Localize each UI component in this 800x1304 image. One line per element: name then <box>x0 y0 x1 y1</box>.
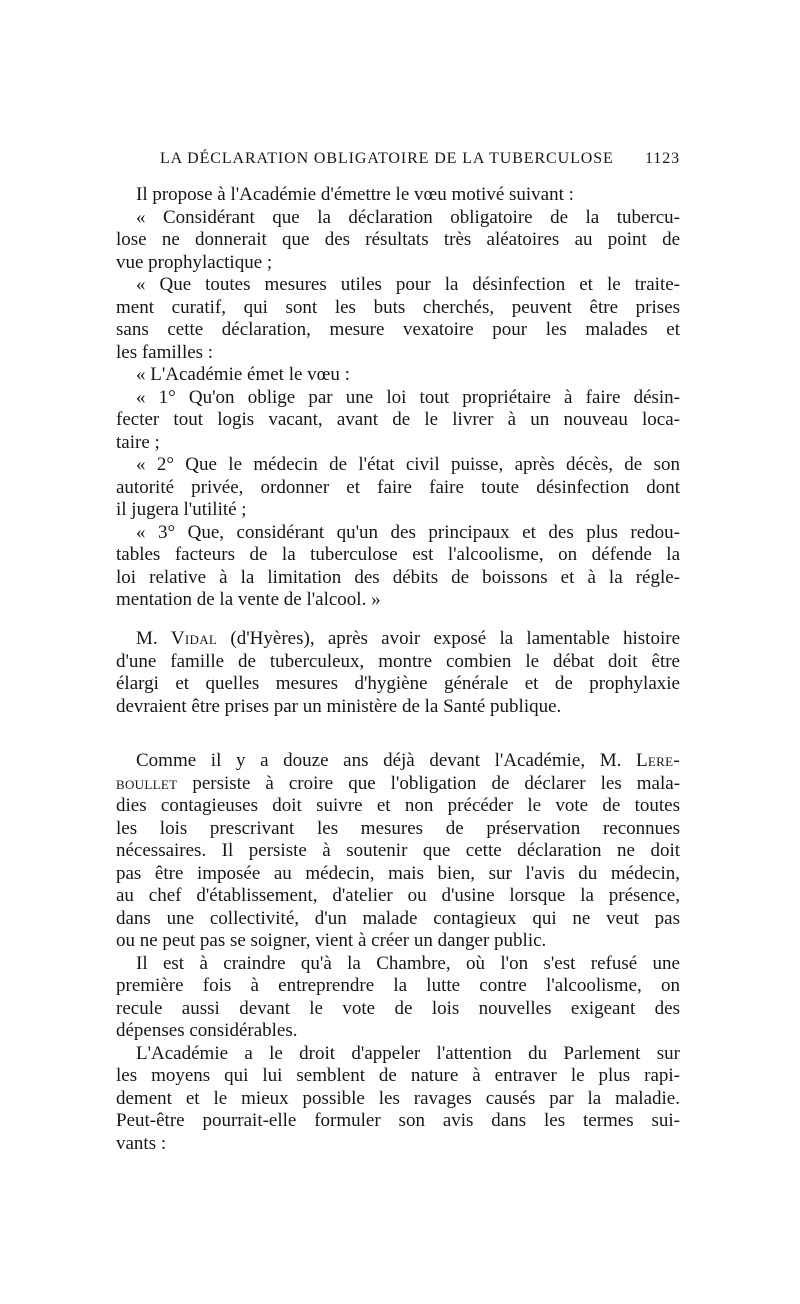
text-line: L'Académie a le droit d'appeler l'attention du Parlement sur <box>136 1042 680 1064</box>
text-line: lose ne donnerait que des résultats très aléatoires au point de <box>116 229 680 250</box>
text-line: « L'Académie émet le vœu : <box>136 364 350 385</box>
author-name-lereboullet: Lere- <box>636 750 680 771</box>
text-line: Comme il y a douze ans déjà devant l'Académie, M. Lere- <box>136 750 680 771</box>
text-line: d'une famille de tuberculeux, montre combien le débat doit être <box>116 650 680 672</box>
page-number: 1123 <box>644 150 680 167</box>
text-line: ment curatif, qui sont les buts cherchés, peuvent être prises <box>116 296 680 318</box>
text-line: ou ne peut pas se soigner, vient à créer un danger public. <box>116 930 547 951</box>
text-line: élargi et quelles mesures d'hygiène générale et de prophylaxie <box>116 673 680 694</box>
text-line: tables facteurs de la tuberculose est l'alcoolisme, on défende la <box>116 544 680 565</box>
text-line: les moyens qui lui semblent de nature à entraver le plus rapi- <box>116 1065 680 1086</box>
text-line: dies contagieuses doit suivre et non précéder le vote de toutes <box>116 795 680 816</box>
text-line: sans cette déclaration, mesure vexatoire pour les malades et <box>116 319 680 340</box>
text-line: Il est à craindre qu'à la Chambre, où l'on s'est refusé une <box>136 952 680 974</box>
lereboullet-paragraphs <box>116 750 680 1155</box>
text-line: « 1° Qu'on oblige par une loi tout propriétaire à faire désin- <box>136 386 680 408</box>
text-line: loi relative à la limitation des débits de boissons et à la régle- <box>116 566 680 588</box>
text-line: M. Vidal (d'Hyères), après avoir exposé la lamentable histoire <box>136 628 680 649</box>
text-line: taire ; <box>116 431 160 453</box>
text-line: vue prophylactique ; <box>116 251 273 273</box>
text-line: il jugera l'utilité ; <box>116 499 247 520</box>
running-head <box>160 150 680 168</box>
text-line: dement et le mieux possible les ravages causés par la maladie. <box>116 1087 680 1109</box>
running-title: LA DÉCLARATION OBLIGATOIRE DE LA TUBERCULOSE <box>160 150 614 167</box>
text-line: dans une collectivité, d'un malade contagieux qui ne veut pas <box>116 907 680 929</box>
text-line: au chef d'établissement, d'atelier ou d'usine lorsque la présence, <box>116 885 680 906</box>
text-line: autorité privée, ordonner et faire faire toute désinfection dont <box>116 476 680 498</box>
text-line: nécessaires. Il persiste à soutenir que cette déclaration ne doit <box>116 840 680 861</box>
text-line: vants : <box>116 1132 167 1154</box>
text-line: recule aussi devant le vote de lois nouvelles exigeant des <box>116 997 680 1019</box>
text-line: les lois prescrivant les mesures de préservation reconnues <box>116 817 680 839</box>
text-line: fecter tout logis vacant, avant de le livrer à un nouveau loca- <box>116 409 680 430</box>
vidal-paragraph <box>116 628 680 718</box>
text-line: boullet persiste à croire que l'obligation de déclarer les mala- <box>116 772 680 794</box>
text-line: « Considérant que la déclaration obligatoire de la tubercu- <box>136 206 680 228</box>
author-name-lereboullet-cont: boullet <box>116 772 178 794</box>
text-line: dépenses considérables. <box>116 1020 298 1041</box>
text-line: première fois à entreprendre la lutte contre l'alcoolisme, on <box>116 975 680 996</box>
text-line: Il propose à l'Académie d'émettre le vœu motivé suivant : <box>136 184 574 205</box>
text-line: devraient être prises par un ministère de la Santé publique. <box>116 695 562 717</box>
text-line: « 2° Que le médecin de l'état civil puisse, après décès, de son <box>136 454 680 475</box>
text-line: Peut-être pourrait-elle formuler son avis dans les termes sui- <box>116 1110 680 1131</box>
text-line: « 3° Que, considérant qu'un des principaux et des plus redou- <box>136 521 680 543</box>
author-name-vidal: Vidal <box>170 628 218 649</box>
text-line: mentation de la vente de l'alcool. » <box>116 589 381 610</box>
resolution-paragraphs <box>116 184 680 612</box>
text-line: « Que toutes mesures utiles pour la désinfection et le traite- <box>136 274 680 295</box>
text-line: pas être imposée au médecin, mais bien, sur l'avis du médecin, <box>116 862 680 884</box>
text-line: les familles : <box>116 341 214 363</box>
